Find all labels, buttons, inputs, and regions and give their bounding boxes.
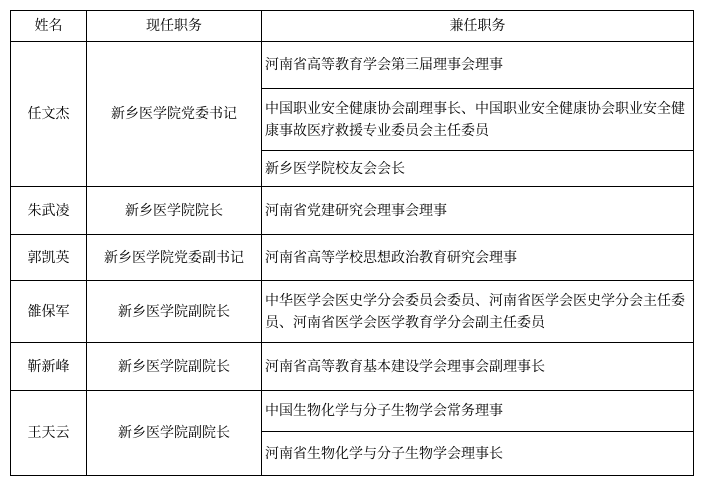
- role-text: 中国生物化学与分子生物学会常务理事: [265, 403, 503, 419]
- role-cell: [262, 151, 694, 187]
- leadership-table: [10, 10, 694, 476]
- table-row: [11, 343, 694, 391]
- person-name: 靳新峰: [11, 343, 87, 391]
- person-post: 新乡医学院党委副书记: [87, 235, 262, 281]
- role-text: 河南省生物化学与分子生物学会理事长: [265, 445, 503, 462]
- table-row: [11, 281, 694, 343]
- person-name: 郭凯英: [11, 235, 87, 281]
- role-cell: [262, 432, 694, 476]
- header-row: [11, 11, 694, 42]
- role-cell: [262, 281, 694, 343]
- document-page: [10, 10, 694, 476]
- role-cell: [262, 42, 694, 89]
- table-row: [11, 235, 694, 281]
- person-name: 雒保军: [11, 281, 87, 343]
- person-post: 新乡医学院副院长: [87, 343, 262, 391]
- role-cell: [262, 235, 694, 281]
- role-text: 河南省高等教育基本建设学会理事会副理事长: [265, 358, 545, 375]
- role-cell: [262, 343, 694, 391]
- table-row: [11, 187, 694, 235]
- person-name: 任文杰: [11, 42, 87, 187]
- role-text: 河南省高等学校思想政治教育研究会理事: [265, 249, 517, 266]
- role-text: 河南省党建研究会理事会理事: [265, 202, 447, 219]
- person-name: 王天云: [11, 391, 87, 476]
- person-post: 新乡医学院党委书记: [87, 42, 262, 187]
- header-current-post: 现任职务: [87, 11, 262, 42]
- header-concurrent-posts: 兼任职务: [262, 11, 694, 42]
- header-name: 姓名: [11, 11, 87, 42]
- role-text: 中华医学会医史学分会委员会委员、河南省医学会医史学分会主任委员、河南省医学会医学教育学分会副主任委员: [265, 292, 685, 331]
- person-post: 新乡医学院副院长: [87, 391, 262, 476]
- table-row: [11, 42, 694, 89]
- person-post: 新乡医学院副院长: [87, 281, 262, 343]
- role-text: 新乡医学院校友会会长: [265, 160, 405, 177]
- role-text: 河南省高等教育学会第三届理事会理事: [265, 57, 503, 73]
- person-post: 新乡医学院院长: [87, 187, 262, 235]
- role-cell: [262, 187, 694, 235]
- table-row: [11, 391, 694, 432]
- role-cell: [262, 89, 694, 151]
- person-name: 朱武凌: [11, 187, 87, 235]
- role-text: 中国职业安全健康协会副理事长、中国职业安全健康协会职业安全健康事故医疗救援专业委员会主任委员: [265, 100, 685, 139]
- role-cell: [262, 391, 694, 432]
